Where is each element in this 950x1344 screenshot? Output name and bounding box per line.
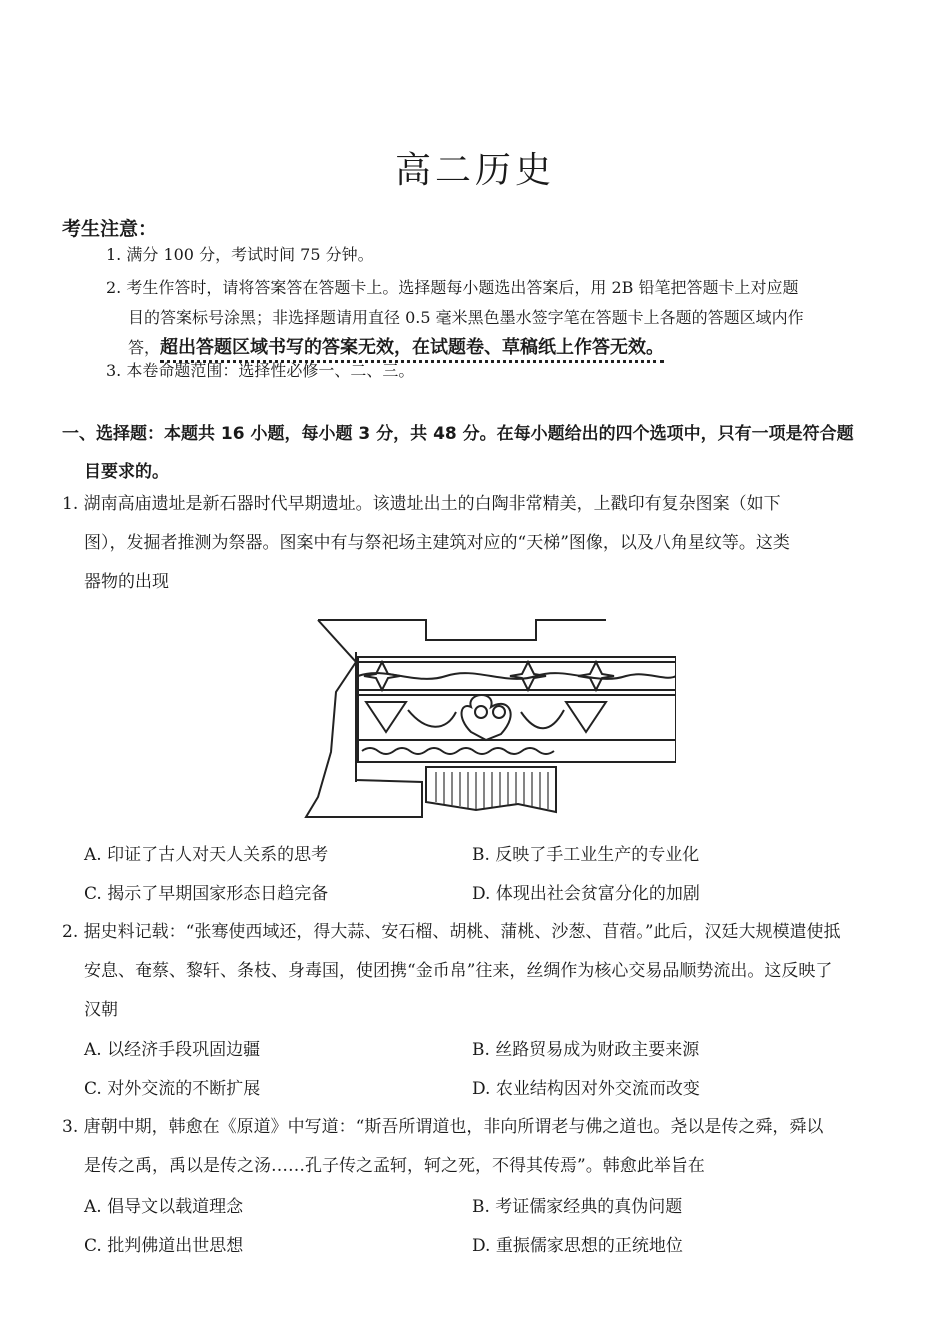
section-heading bbox=[62, 415, 892, 491]
q2-option-c: C. 对外交流的不断扩展 bbox=[84, 1079, 261, 1099]
question-3-line-2: 是传之禹，禹以是传之汤……孔子传之孟轲，轲之死，不得其传焉”。韩愈此举旨在 bbox=[84, 1156, 705, 1176]
notice-item-1: 1. 满分 100 分，考试时间 75 分钟。 bbox=[106, 245, 374, 264]
question-1-line-3: 器物的出现 bbox=[84, 572, 169, 592]
q3-option-c: C. 批判佛道出世思想 bbox=[84, 1236, 244, 1256]
q1-option-a: A. 印证了古人对天人关系的思考 bbox=[84, 845, 329, 865]
q1-option-b: B. 反映了手工业生产的专业化 bbox=[472, 845, 700, 865]
pottery-pattern-figure bbox=[296, 612, 676, 822]
notice-item-3: 3. 本卷命题范围：选择性必修一、二、三。 bbox=[106, 361, 415, 380]
question-2-line-1: 2. 据史料记载：“张骞使西域还，得大蒜、安石榴、胡桃、蒲桃、沙葱、苜蓿。”此后，汉廷大规模遣使抵 bbox=[62, 922, 841, 942]
question-2-line-3: 汉朝 bbox=[84, 1000, 118, 1020]
q3-option-d: D. 重振儒家思想的正统地位 bbox=[472, 1236, 683, 1256]
question-3 bbox=[62, 1108, 892, 1186]
notice-item-2-line-2: 目的答案标号涂黑；非选择题请用直径 0.5 毫米黑色墨水签字笔在答题卡上各题的答题区域内作 bbox=[128, 308, 804, 327]
question-2-line-2: 安息、奄蔡、黎轩、条枝、身毒国，使团携“金币帛”往来，丝绸作为核心交易品顺势流出。这反映了 bbox=[84, 961, 833, 981]
question-1-line-2: 图），发掘者推测为祭器。图案中有与祭祀场主建筑对应的“天梯”图像，以及八角星纹等。这类 bbox=[84, 533, 790, 553]
q2-option-d: D. 农业结构因对外交流而改变 bbox=[472, 1079, 700, 1099]
notice-item-2 bbox=[106, 273, 892, 363]
section-heading-line-2: 目要求的。 bbox=[84, 462, 169, 482]
question-1 bbox=[62, 485, 892, 602]
notice-item-2-line-3-prefix: 答， bbox=[128, 338, 161, 357]
notice-item-2-line-3 bbox=[106, 333, 892, 363]
notice-emphasis: 超出答题区域书写的答案无效，在试题卷、草稿纸上作答无效。 bbox=[160, 337, 664, 363]
q3-option-a: A. 倡导文以载道理念 bbox=[84, 1197, 244, 1217]
notice-item-2-line-1: 2. 考生作答时，请将答案答在答题卡上。选择题每小题选出答案后，用 2B 铅笔把答题卡上对应题 bbox=[106, 278, 799, 297]
q1-option-c: C. 揭示了早期国家形态日趋完备 bbox=[84, 884, 329, 904]
question-3-line-1: 3. 唐朝中期，韩愈在《原道》中写道：“斯吾所谓道也，非向所谓老与佛之道也。尧以是传之舜，舜以 bbox=[62, 1117, 824, 1137]
q2-option-a: A. 以经济手段巩固边疆 bbox=[84, 1040, 261, 1060]
q1-option-d: D. 体现出社会贫富分化的加剧 bbox=[472, 884, 700, 904]
q3-option-b: B. 考证儒家经典的真伪问题 bbox=[472, 1197, 683, 1217]
question-1-line-1: 1. 湖南高庙遗址是新石器时代早期遗址。该遗址出土的白陶非常精美，上戳印有复杂图案（如下 bbox=[62, 494, 781, 514]
question-2 bbox=[62, 913, 892, 1030]
section-heading-line-1: 一、选择题：本题共 16 小题，每小题 3 分，共 48 分。在每小题给出的四个选项中，只有一项是符合题 bbox=[62, 424, 854, 444]
q2-option-b: B. 丝路贸易成为财政主要来源 bbox=[472, 1040, 700, 1060]
page-title: 高二历史 bbox=[394, 150, 555, 191]
notice-heading: 考生注意： bbox=[62, 218, 158, 240]
